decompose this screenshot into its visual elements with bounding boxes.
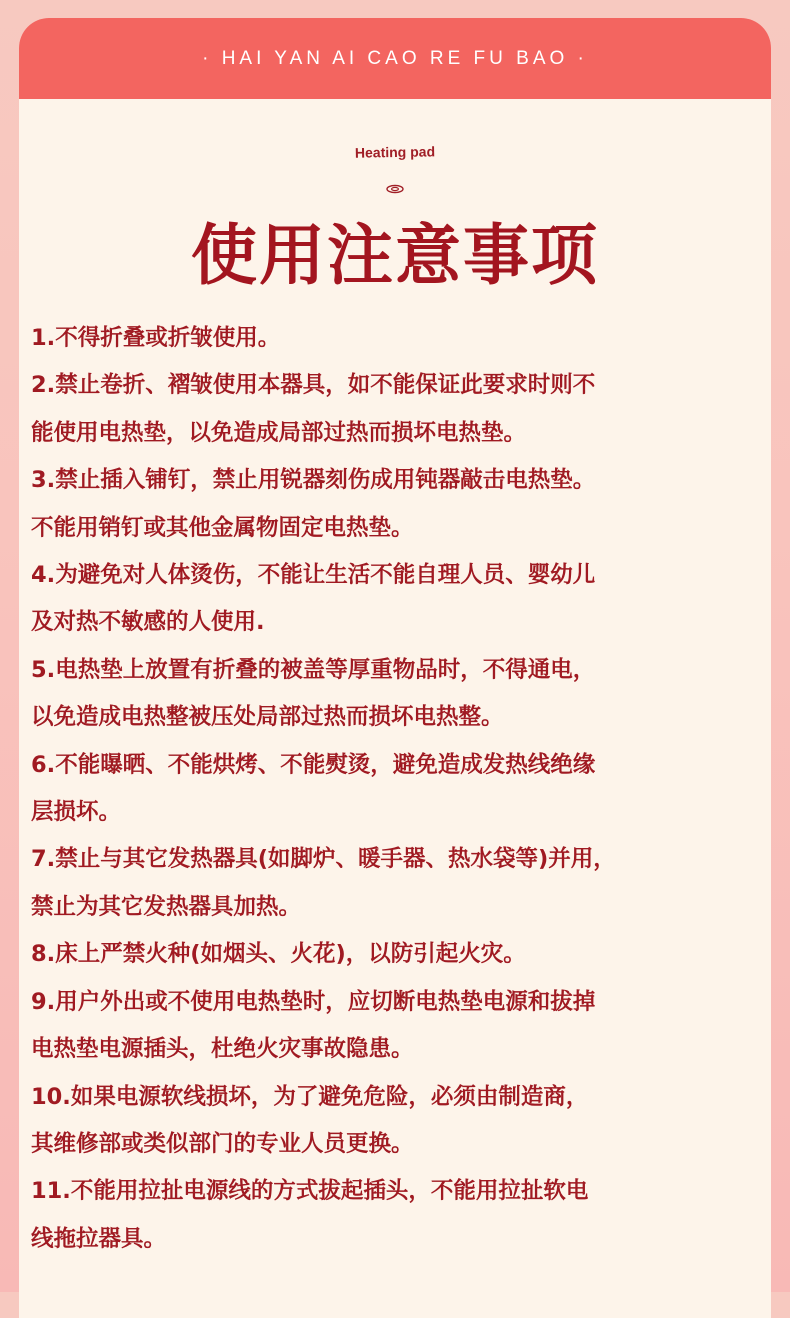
rule-line: 禁止为其它发热器具加热。	[31, 893, 302, 920]
rule-line: 2.禁止卷折、褶皱使用本器具，如不能保证此要求时则不	[31, 372, 596, 399]
header-banner	[19, 18, 771, 99]
rule-line: 11.不能用拉扯电源线的方式拔起插头，不能用拉扯软电	[31, 1178, 589, 1205]
rules-list	[31, 315, 731, 1263]
rule-line: 不能用销钉或其他金属物固定电热垫。	[31, 514, 414, 541]
rule-line: 电热垫电源插头，杜绝火灾事故隐患。	[31, 1036, 414, 1063]
rule-line: 3.禁止插入铺钉，禁止用锐器刻伤成用钝器敲击电热垫。	[31, 467, 596, 494]
page-title: 使用注意事项	[191, 217, 599, 294]
rule-line: 及对热不敏感的人使用.	[31, 609, 265, 636]
rule-line: 7.禁止与其它发热器具(如脚炉、暖手器、热水袋等)并用，	[31, 846, 616, 873]
rule-line: 10.如果电源软线损坏，为了避免危险，必须由制造商，	[31, 1083, 589, 1110]
banner-text: · HAI YAN AI CAO RE FU BAO ·	[202, 47, 588, 69]
rule-item	[31, 931, 731, 978]
rule-item	[31, 979, 731, 1074]
rule-item	[31, 836, 731, 931]
rule-item	[31, 1074, 731, 1169]
rule-line: 线拖拉器具。	[31, 1225, 167, 1252]
rule-line: 层损坏。	[31, 799, 122, 826]
rule-line: 其维修部或类似部门的专业人员更换。	[31, 1130, 414, 1157]
subtitle: Heating pad	[354, 143, 436, 161]
eye-ornament-icon	[386, 184, 404, 194]
rule-line: 4.为避免对人体烫伤，不能让生活不能自理人员、婴幼儿	[31, 562, 596, 589]
rule-item	[31, 362, 731, 457]
rule-item	[31, 1168, 731, 1263]
rule-line: 以免造成电热整被压处局部过热而损坏电热整。	[31, 704, 504, 731]
rule-item	[31, 647, 731, 742]
rule-item	[31, 552, 731, 647]
rule-item	[31, 315, 731, 362]
rule-item	[31, 742, 731, 837]
rule-line: 8.床上严禁火种(如烟头、火花)，以防引起火灾。	[31, 941, 526, 968]
rule-line: 6.不能曝晒、不能烘烤、不能熨烫，避免造成发热线绝缘	[31, 751, 596, 778]
rule-line: 5.电热垫上放置有折叠的被盖等厚重物品时，不得通电，	[31, 656, 596, 683]
rule-line: 9.用户外出或不使用电热垫时，应切断电热垫电源和拔掉	[31, 988, 596, 1015]
rule-item	[31, 457, 731, 552]
rule-line: 能使用电热垫，以免造成局部过热而损坏电热垫。	[31, 419, 527, 446]
rule-line: 1.不得折叠或折皱使用。	[31, 325, 281, 351]
